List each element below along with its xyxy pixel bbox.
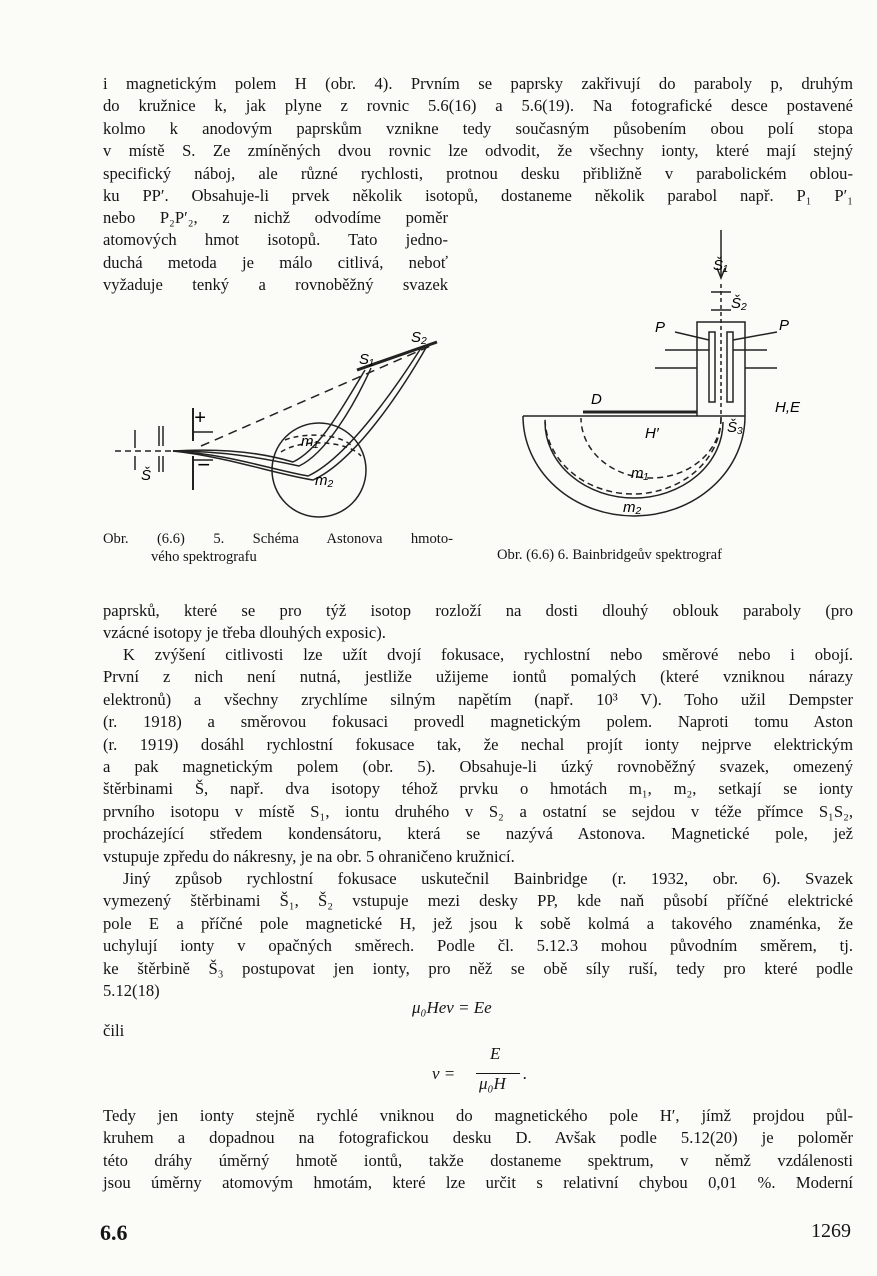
slit3-label: Š₃: [727, 419, 743, 436]
slit-label: Š: [141, 467, 152, 484]
plate-d-label: D: [591, 391, 602, 408]
text-line: vstupuje zpředu do nákresny, je na obr. 5 ohraničeno kružnicí.: [103, 846, 515, 866]
text-line: Jiný způsob rychlostní fokusace uskutečnil Bainbridge (r. 1932, obr. 6). Svazek: [123, 869, 853, 888]
text-line: do kružnice k, jak plyne z rovnic 5.6(16) a 5.6(19). Na fotografické desce postavené: [103, 96, 853, 116]
eq-denominator: μ₀H: [479, 1074, 506, 1093]
figure-6-caption: Obr. (6.6) 6. Bainbridgeův spektrograf: [497, 547, 722, 563]
text-line: uchylují ionty v opačných směrech. Podle čl. 5.12.3 mohou původním směrem, tj.: [103, 936, 853, 956]
s2-label: S₂: [411, 329, 427, 346]
field-h-prime-label: H′: [645, 425, 659, 442]
text-line: K zvýšení citlivosti lze užít dvojí fokusace, rychlostní nebo směrové nebo i obojí.: [123, 645, 853, 664]
m2-label: m₂: [623, 499, 642, 516]
text-line: pole E a příčné pole magnetické H, jež jsou k sobě kolmá a takového znaménka, že: [103, 913, 853, 933]
text-line: vzácné isotopy je třeba dlouhých exposic).: [103, 623, 386, 643]
text-line: duchá metoda je málo citlivá, neboť: [103, 252, 448, 272]
text-line: vyžaduje tenký a rovnoběžný svazek: [103, 275, 448, 295]
plate-left-label: P: [655, 319, 666, 336]
word-cili: čili: [103, 1021, 125, 1040]
text-line: prvního isotopu v místě S₁, iontu druhého v S₂ a ostatní se sejdou v téže přímce S₁S₂,: [103, 801, 853, 821]
text-line: kruhem a dopadnou na fotografickou desku D. Avšak podle 5.12(20) je poloměr: [103, 1128, 853, 1148]
s1-label: S₁: [359, 351, 374, 368]
figure-5-caption: [103, 530, 453, 566]
equation-force-balance: μ₀Hev = Ee: [412, 998, 492, 1017]
text-line: Tedy jen ionty stejně rychlé vniknou do magnetického pole H′, jímž projdou půl-: [103, 1106, 853, 1125]
eq-numerator: E: [490, 1044, 501, 1063]
paragraph-mid: [103, 600, 853, 645]
field-he-label: H,E: [775, 399, 801, 416]
text-line: jsou úměrny atomovým hmotám, které lze určit s relativní chybou 0,01 %. Moderní: [103, 1173, 853, 1193]
figure-aston-spectrograph: [103, 320, 463, 530]
plate-right-label: P: [779, 317, 790, 334]
text-line: kolmo k anodovým paprskům vznikne tedy současným působením obou polí stopa: [103, 118, 853, 138]
slit2-label: Š₂: [731, 295, 747, 312]
figure-bainbridge-spectrograph: [505, 228, 855, 528]
text-line: v místě S. Ze zmíněných dvou rovnic lze odvodit, že všechny ionty, které mají stejný: [103, 141, 853, 161]
m1-label: m₁: [631, 465, 649, 482]
page-number: 1269: [811, 1220, 851, 1242]
text-line: specifický náboj, ale různé rychlosti, protnou desku přibližně v parabolickém oblou-: [103, 163, 853, 183]
paragraph-conclusion: [103, 1105, 853, 1195]
text-line: vymezený štěrbinami Š₁, Š₂ vstupuje mezi desky PP, kde naň působí příčné elektrické: [103, 891, 853, 911]
m1-label: m₁: [301, 433, 319, 450]
text-line: ku PP′. Obsahuje-li prvek několik isotopů, dostaneme několik parabol např. P₁ P′₁: [103, 186, 853, 206]
paragraph-fokusace: [103, 644, 853, 868]
text-line: 5.12(18): [103, 981, 160, 1001]
text-line: První z nich není nutná, jestliže užijeme iontů pomalých (které vzniknou nárazy: [103, 667, 853, 687]
text-line: (r. 1919) dosáhl rychlostní fokusace tak, že nechal projít ionty nejprve elektrickým: [103, 734, 853, 754]
paragraph-bainbridge: [103, 868, 853, 1002]
minus-label: −: [197, 452, 210, 477]
text-line: atomových hmot isotopů. Tato jedno-: [103, 230, 448, 250]
caption-line: vého spektrografu: [151, 549, 257, 565]
plus-label: +: [194, 407, 206, 429]
m2-label: m₂: [315, 472, 334, 489]
section-number: 6.6: [100, 1220, 128, 1245]
caption-line: Obr. (6.6) 5. Schéma Astonova hmoto-: [103, 531, 453, 547]
text-line: procházející středem kondensátoru, která se nazývá Astonova. Magnetické pole, jež: [103, 824, 853, 844]
text-line: elektronů) a všechny zrychlíme silným napětím (např. 10³ V). Toho užil Dempster: [103, 689, 853, 709]
text-line: štěrbinami Š, např. dva isotopy téhož prvku o hmotách m₁, m₂, setkají se ionty: [103, 779, 853, 799]
eq-period: .: [523, 1064, 528, 1083]
text-line: a pak magnetickým polem (obr. 5). Obsahuje-li úzký rovnoběžný svazek, omezený: [103, 757, 853, 777]
text-line: nebo P₂P′₂, z nichž odvodíme poměr: [103, 208, 448, 227]
text-line: ke štěrbině Š₃ postupovat jen ionty, pro něž se obě síly ruší, tedy pro které podle: [103, 958, 853, 978]
eq-lhs: v =: [432, 1064, 456, 1083]
text-line: (r. 1918) a směrovou fokusaci provedl magnetickým polem. Naproti tomu Aston: [103, 712, 853, 732]
text-line: paprsků, které se pro týž isotop rozloží na dosti dlouhý oblouk paraboly (pro: [103, 601, 853, 620]
text-line: této dráhy úměrný hmotě iontů, takže dostaneme spektrum, v němž vzdálenosti: [103, 1150, 853, 1170]
text-line: i magnetickým polem H (obr. 4). Prvním se paprsky zakřivují do paraboly p, druhým: [103, 74, 853, 93]
slit1-label: Š₁: [713, 257, 728, 274]
paragraph-narrow: [103, 207, 448, 297]
paragraph-top: [103, 73, 853, 207]
